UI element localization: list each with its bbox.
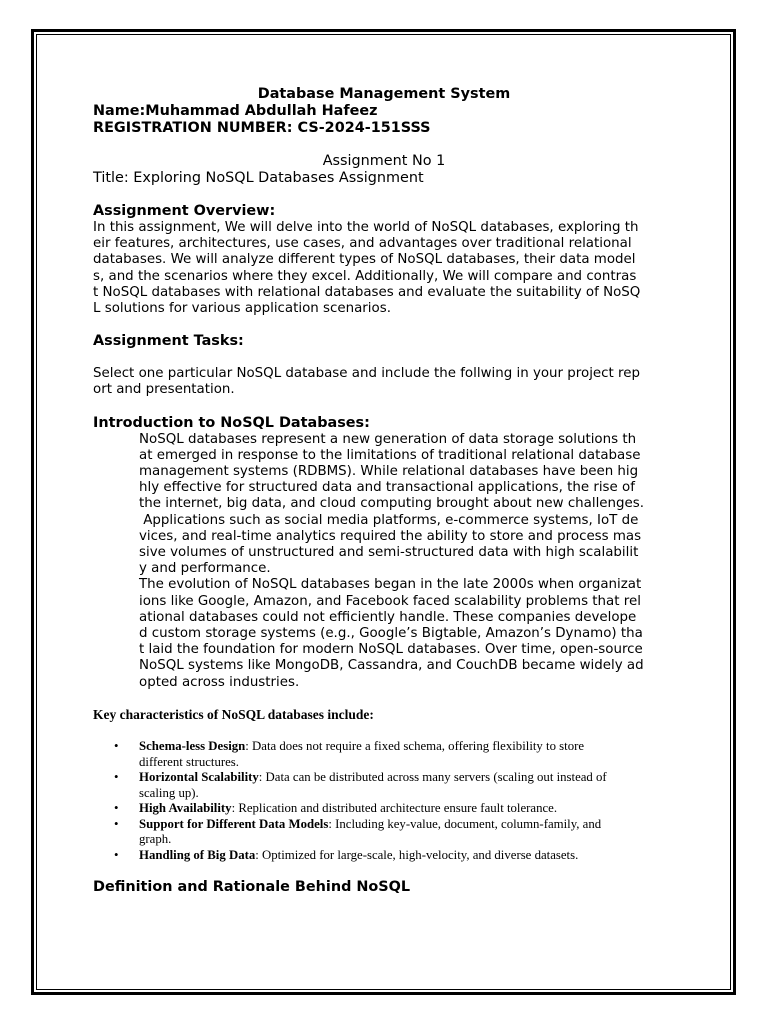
list-item — [93, 817, 675, 848]
item-term: Schema-less Design — [139, 739, 246, 754]
intro-line: vices, and real-time analytics required the ability to store and process mas — [139, 528, 642, 544]
overview-line: L solutions for various application scenarios. — [93, 301, 391, 317]
intro-line: at emerged in response to the limitations of traditional relational database — [139, 447, 641, 463]
intro-line: management systems (RDBMS). While relational databases have been hig — [139, 464, 639, 480]
intro-line: y and performance. — [139, 561, 271, 577]
item-text: : Optimized for large-scale, high-velocity, and diverse datasets. — [255, 847, 579, 862]
item-term: Horizontal Scalability — [139, 770, 259, 785]
list-item — [93, 739, 675, 770]
student-name: Name:Muhammad Abdullah Hafeez — [93, 103, 378, 119]
assignment-title: Title: Exploring NoSQL Databases Assignment — [93, 170, 424, 186]
intro-line: The evolution of NoSQL databases began in the late 2000s when organizat — [139, 577, 642, 593]
intro-line: hly effective for structured data and transactional applications, the rise of — [139, 480, 635, 496]
tasks-paragraph — [93, 366, 675, 398]
overview-paragraph — [93, 220, 675, 317]
bullet-icon: • — [114, 739, 119, 754]
item-text-cont: scaling up). — [139, 785, 199, 800]
intro-line: the internet, big data, and cloud computing brought about new challenges. — [139, 496, 645, 512]
course-title: Database Management System — [257, 86, 511, 102]
intro-line: sive volumes of unstructured and semi-structured data with high scalabilit — [139, 545, 639, 561]
bullet-icon: • — [114, 847, 119, 862]
registration-number: REGISTRATION NUMBER: CS-2024-151SSS — [93, 120, 431, 136]
overview-line: databases. We will analyze different types of NoSQL databases, their data model — [93, 252, 636, 268]
intro-line: NoSQL systems like MongoDB, Cassandra, and CouchDB became widely ad — [139, 658, 644, 674]
tasks-line: Select one particular NoSQL database and include the follwing in your project rep — [93, 366, 640, 382]
item-text: : Data does not require a fixed schema, offering flexibility to store — [245, 739, 585, 754]
intro-line: NoSQL databases represent a new generation of data storage solutions th — [139, 431, 637, 447]
item-text-cont: different structures. — [139, 754, 239, 769]
overview-line: t NoSQL databases with relational databases and evaluate the suitability of NoSQ — [93, 284, 641, 300]
tasks-heading: Assignment Tasks: — [93, 333, 244, 350]
item-term: Support for Different Data Models — [139, 816, 329, 831]
item-term: Handling of Big Data — [139, 847, 256, 862]
item-text: : Including key-value, document, column-family, and — [328, 816, 602, 831]
item-text: : Data can be distributed across many servers (scaling out instead of — [258, 770, 607, 785]
intro-line: d custom storage systems (e.g., Google’s Bigtable, Amazon’s Dynamo) tha — [139, 626, 643, 642]
intro-heading: Introduction to NoSQL Databases: — [93, 414, 370, 431]
list-item — [93, 770, 675, 801]
intro-line: Applications such as social media platforms, e-commerce systems, IoT de — [139, 512, 639, 528]
bullet-icon: • — [114, 770, 119, 785]
intro-line: opted across industries. — [139, 674, 300, 690]
bullet-icon: • — [114, 801, 119, 816]
document-body — [93, 86, 675, 896]
item-text: : Replication and distributed architecture ensure fault tolerance. — [231, 801, 558, 816]
intro-line: t laid the foundation for modern NoSQL databases. Over time, open-source — [139, 642, 643, 658]
intro-paragraph — [93, 432, 675, 691]
overview-line: eir features, architectures, use cases, and advantages over traditional relational — [93, 236, 632, 252]
list-item — [93, 848, 675, 864]
overview-line: s, and the scenarios where they excel. Additionally, We will compare and contras — [93, 268, 637, 284]
item-term: High Availability — [139, 801, 232, 816]
definition-heading: Definition and Rationale Behind NoSQL — [93, 879, 411, 896]
assignment-number: Assignment No 1 — [322, 153, 446, 169]
tasks-line: ort and presentation. — [93, 382, 235, 398]
item-text-cont: graph. — [139, 832, 172, 847]
intro-line: ational databases could not efficiently handle. These companies develope — [139, 609, 637, 625]
characteristics-heading: Key characteristics of NoSQL databases include: — [93, 706, 374, 722]
overview-line: In this assignment, We will delve into the world of NoSQL databases, exploring th — [93, 220, 639, 235]
bullet-icon: • — [114, 816, 119, 831]
overview-heading: Assignment Overview: — [93, 203, 276, 219]
characteristics-list — [93, 739, 675, 863]
list-item — [93, 801, 675, 817]
intro-line: ions like Google, Amazon, and Facebook faced scalability problems that rel — [139, 593, 641, 609]
